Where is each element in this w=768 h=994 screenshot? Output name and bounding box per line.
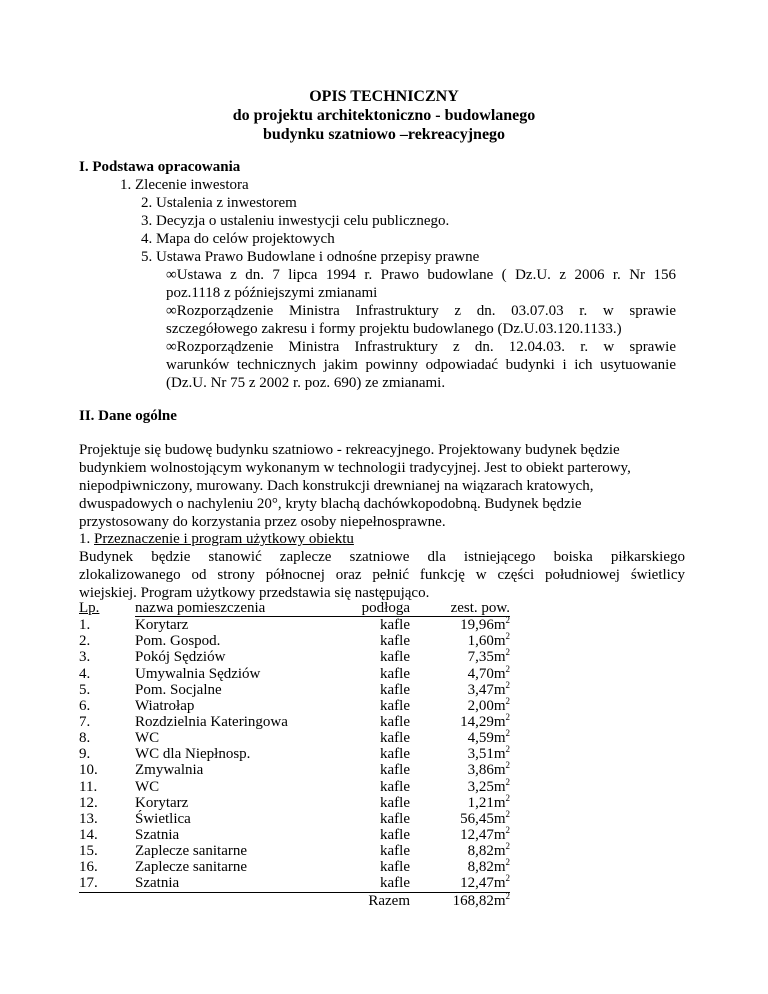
row-area	[410, 762, 510, 778]
row-room-name: Korytarz	[135, 794, 189, 811]
row-area	[410, 824, 510, 843]
table-row	[79, 633, 510, 649]
area-value: 2,00m	[467, 697, 506, 714]
row-lp: 13.	[79, 810, 98, 827]
rooms-table	[79, 600, 510, 909]
area-value: 14,29m	[460, 713, 506, 730]
empty-cell	[79, 892, 135, 909]
table-row	[79, 730, 510, 746]
row-lp: 12.	[79, 794, 98, 811]
row-area	[410, 859, 510, 875]
row-area	[410, 711, 510, 730]
area-unit-exponent: 2	[505, 663, 510, 674]
area-value: 8,82m	[467, 859, 506, 876]
row-room-name: Wiatrołap	[135, 697, 195, 714]
table-row	[79, 859, 510, 875]
row-room-name: Rozdzielnia Kateringowa	[135, 713, 288, 730]
row-area	[410, 730, 510, 746]
list-item: 2. Ustalenia z inwestorem	[141, 195, 297, 211]
row-room-name: Korytarz	[135, 617, 189, 634]
row-room-name: WC dla Niepłnosp.	[135, 746, 251, 763]
usage-line: wiejskiej. Program użytkowy przedstawia się następująco.	[79, 585, 430, 601]
row-floor: kafle	[380, 762, 410, 779]
regulation-item-3-line2: warunków technicznych jakim powinny odpowiadać budynki i ich usytuowanie	[166, 357, 676, 373]
row-area	[410, 776, 510, 795]
general-description	[79, 441, 699, 531]
row-room-name: Pokój Sędziów	[135, 649, 226, 666]
area-value: 19,96m	[460, 617, 506, 634]
row-room-name: Pom. Gospod.	[135, 633, 221, 650]
row-area	[410, 843, 510, 859]
row-floor: kafle	[380, 746, 410, 763]
area-unit-exponent: 2	[505, 711, 510, 722]
row-floor: kafle	[380, 810, 410, 827]
paragraph-line: budynkiem wolnostojącym wykonanym w technologii tradycyjnej. Jest to obiekt parterowy,	[79, 460, 631, 476]
subsection-heading	[79, 530, 354, 549]
row-area	[410, 679, 510, 698]
table-row	[79, 746, 510, 762]
row-area	[410, 633, 510, 649]
row-room-name: Zaplecze sanitarne	[135, 859, 248, 876]
row-lp: 16.	[79, 859, 98, 876]
table-row	[79, 714, 510, 730]
regulation-item-2-line1: ∞Rozporządzenie Ministra Infrastruktury z dn. 03.07.03 r. w sprawie	[166, 303, 676, 319]
table-row	[79, 666, 510, 682]
area-value: 12,47m	[460, 875, 506, 892]
regulation-item-1-line2: poz.1118 z późniejszymi zmianami	[166, 285, 378, 301]
row-room-name: Umywalnia Sędziów	[135, 665, 261, 682]
table-row	[79, 843, 510, 859]
regulation-item-1-line1: ∞Ustawa z dn. 7 lipca 1994 r. Prawo budowlane ( Dz.U. z 2006 r. Nr 156	[166, 267, 676, 283]
paragraph-line: dwuspadowych o nachyleniu 20°, kryty blachą dachówkopodobną. Budynek będzie	[79, 496, 582, 512]
document-title: OPIS TECHNICZNY	[309, 88, 459, 105]
row-lp: 8.	[79, 730, 91, 747]
area-value: 8,82m	[467, 843, 506, 860]
row-area	[410, 746, 510, 762]
area-value: 12,47m	[460, 826, 506, 843]
area-unit-exponent: 2	[505, 695, 510, 706]
row-floor: kafle	[380, 681, 410, 698]
area-value: 3,51m	[467, 746, 506, 763]
row-lp: 1.	[79, 616, 91, 633]
usage-line: zlokalizowanego od strony północnej oraz pełnić funkcję w części południowej świetlicy	[79, 567, 685, 583]
area-value: 1,21m	[467, 794, 506, 811]
area-unit-exponent: 2	[505, 728, 510, 739]
list-item: 3. Decyzja o ustaleniu inwestycji celu publicznego.	[141, 213, 450, 229]
area-value: 56,45m	[460, 810, 506, 827]
row-floor: kafle	[380, 713, 410, 730]
row-room-name: Świetlica	[135, 810, 191, 827]
area-unit-exponent: 2	[505, 857, 510, 868]
row-floor: kafle	[380, 859, 410, 876]
row-floor: kafle	[380, 697, 410, 714]
row-room-name: Pom. Socjalne	[135, 681, 222, 698]
paragraph-line: przystosowany do korzystania przez osoby niepełnosprawne.	[79, 514, 446, 530]
row-lp: 4.	[79, 665, 91, 682]
table-row	[79, 617, 510, 634]
row-area	[410, 695, 510, 714]
area-value: 4,70m	[467, 665, 506, 682]
table-row	[79, 779, 510, 795]
area-unit-exponent: 2	[505, 890, 510, 901]
area-unit-exponent: 2	[505, 841, 510, 852]
column-header-lp: Lp.	[79, 600, 100, 616]
row-area	[410, 617, 510, 634]
row-area	[410, 649, 510, 665]
regulation-item-3-line1: ∞Rozporządzenie Ministra Infrastruktury z dn. 12.04.03. r. w sprawie	[166, 339, 676, 355]
row-lp: 6.	[79, 697, 91, 714]
row-floor: kafle	[380, 730, 410, 747]
row-room-name: Zmywalnia	[135, 762, 204, 779]
document-subtitle-line1: do projektu architektoniczno - budowlanego	[232, 107, 536, 124]
row-lp: 3.	[79, 649, 91, 666]
area-unit-exponent: 2	[505, 679, 510, 690]
area-value: 4,59m	[467, 730, 506, 747]
row-lp: 17.	[79, 875, 135, 892]
area-value: 3,86m	[467, 762, 506, 779]
usage-line: Budynek będzie stanowić zaplecze szatniowe dla istniejącego boiska piłkarskiego	[79, 549, 685, 565]
row-room-name: Szatnia	[135, 826, 180, 843]
row-lp: 15.	[79, 843, 98, 860]
row-area	[410, 875, 510, 892]
column-header-floor: podłoga	[293, 600, 410, 617]
table-header-row	[79, 600, 510, 617]
row-floor: kafle	[380, 794, 410, 811]
table-row	[79, 875, 510, 892]
section-heading-basis: I. Podstawa opracowania	[79, 159, 241, 175]
row-floor: kafle	[380, 826, 410, 843]
column-header-area: zest. pow.	[410, 600, 510, 617]
row-lp: 11.	[79, 778, 98, 795]
row-room-name: WC	[135, 778, 160, 795]
row-lp: 14.	[79, 826, 98, 843]
table-row	[79, 698, 510, 714]
area-unit-exponent: 2	[505, 776, 510, 787]
table-row	[79, 649, 510, 665]
area-unit-exponent: 2	[505, 760, 510, 771]
row-lp: 2.	[79, 633, 91, 650]
area-unit-exponent: 2	[505, 824, 510, 835]
table-row	[79, 827, 510, 843]
paragraph-line: Projektuje się budowę budynku szatniowo - rekreacyjnego. Projektowany budynek będzie	[79, 442, 620, 458]
total-value: 168,82m	[452, 892, 506, 909]
table-row	[79, 795, 510, 811]
area-value: 3,25m	[467, 778, 506, 795]
table-total-row	[79, 892, 510, 909]
section-heading-general: II. Dane ogólne	[79, 408, 177, 424]
row-floor: kafle	[380, 649, 410, 666]
row-lp: 5.	[79, 681, 91, 698]
area-unit-exponent: 2	[505, 873, 510, 884]
area-unit-exponent: 2	[505, 808, 510, 819]
row-room-name: WC	[135, 730, 160, 747]
list-item: 4. Mapa do celów projektowych	[141, 231, 335, 247]
empty-cell	[135, 892, 293, 909]
regulation-item-3-line3: (Dz.U. Nr 75 z 2002 r. poz. 690) ze zmianami.	[166, 375, 446, 391]
total-label: Razem	[368, 892, 410, 909]
list-item: 1. Zlecenie inwestora	[120, 177, 249, 193]
row-floor: kafle	[380, 633, 410, 650]
regulation-item-2-line2: szczegółowego zakresu i formy projektu budowlanego (Dz.U.03.120.1133.)	[166, 321, 622, 337]
row-floor: kafle	[380, 843, 410, 860]
row-lp: 10.	[79, 762, 98, 779]
area-unit-exponent: 2	[505, 631, 510, 642]
paragraph-line: niepodpiwniczony, murowany. Dach konstrukcji drewnianej na wiązarach kratowych,	[79, 478, 594, 494]
area-unit-exponent: 2	[505, 647, 510, 658]
row-floor: kafle	[293, 875, 410, 892]
area-unit-exponent: 2	[505, 792, 510, 803]
table-row	[79, 762, 510, 778]
row-area	[410, 808, 510, 827]
list-item: 5. Ustawa Prawo Budowlane i odnośne przepisy prawne	[141, 249, 480, 265]
row-lp: 9.	[79, 746, 91, 763]
document-subtitle-line2: budynku szatniowo –rekreacyjnego	[262, 126, 506, 143]
area-unit-exponent: 2	[505, 615, 510, 626]
column-header-name: nazwa pomieszczenia	[135, 600, 293, 617]
row-lp: 7.	[79, 713, 91, 730]
row-room-name: Szatnia	[135, 875, 293, 892]
table-row	[79, 811, 510, 827]
table-row	[79, 682, 510, 698]
subsection-title: Przeznaczenie i program użytkowy obiektu	[94, 531, 354, 547]
row-floor: kafle	[380, 778, 410, 795]
total-area	[410, 892, 510, 909]
row-area	[410, 792, 510, 811]
area-value: 1,60m	[467, 633, 506, 650]
row-room-name: Zaplecze sanitarne	[135, 843, 248, 860]
row-floor: kafle	[380, 665, 410, 682]
row-floor: kafle	[380, 617, 410, 634]
area-unit-exponent: 2	[505, 744, 510, 755]
row-area	[410, 663, 510, 682]
subsection-number: 1.	[79, 531, 94, 547]
area-value: 3,47m	[467, 681, 506, 698]
area-value: 7,35m	[467, 649, 506, 666]
